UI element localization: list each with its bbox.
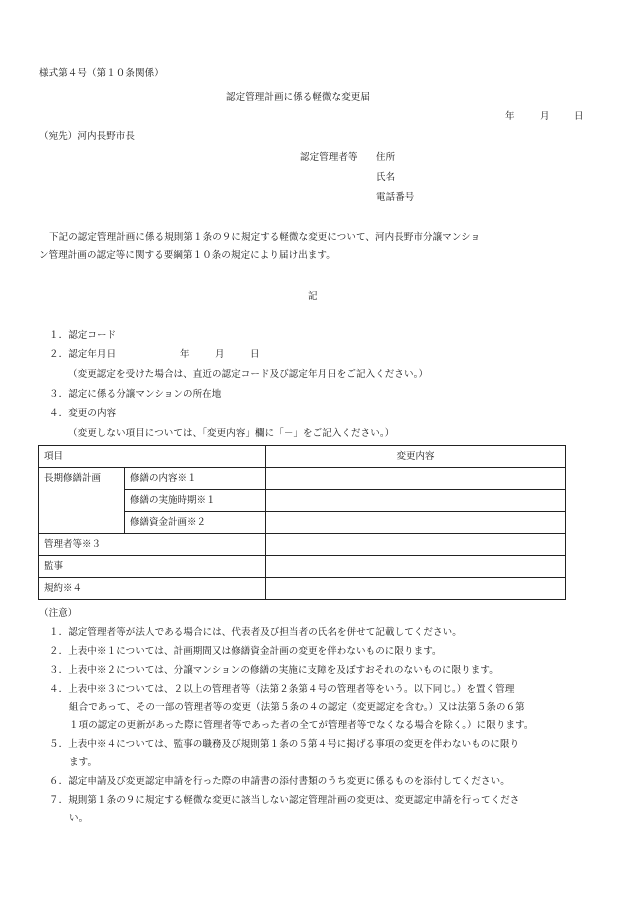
date-year: 年 xyxy=(505,111,515,122)
notes-title: （注意） xyxy=(39,608,78,619)
applicant-phone: 電話番号 xyxy=(376,192,415,203)
form-number: 様式第４号（第１０条関係） xyxy=(39,68,164,79)
ki-heading: 記 xyxy=(308,291,318,302)
item-2: ２．認定年月日 xyxy=(49,349,117,360)
addressee: （宛先）河内長野市長 xyxy=(39,131,136,142)
item-2-month: 月 xyxy=(215,349,225,360)
note-5-line-1: ５．上表中※４については、監事の職務及び規則第１条の５第４号に掲げる事項の変更を伴わないものに限り xyxy=(49,739,520,750)
note-5-line-2: ます。 xyxy=(69,757,98,768)
repair-content-cell: 修繕の内容※１ xyxy=(125,468,266,490)
note-4-line-2: 組合であって、その一部の管理者等の変更（法第５条の４の認定（変更認定を含む。）又は法第５条の６第 xyxy=(69,702,525,713)
note-2: ２．上表中※１については、計画期間又は修繕資金計画の変更を伴わないものに限ります。 xyxy=(49,646,442,657)
change-input-cell[interactable] xyxy=(266,556,566,578)
note-1: １．認定管理者等が法人である場合には、代表者及び担当者の氏名を併せて記載してください。 xyxy=(49,627,462,638)
note-4-line-1: ４．上表中※３については、２以上の管理者等（法第２条第４号の管理者等をいう。以下同じ。）を置く管理 xyxy=(49,684,515,695)
table-header-row xyxy=(39,446,566,468)
change-input-cell[interactable] xyxy=(266,512,566,534)
repair-fund-cell: 修繕資金計画※２ xyxy=(125,512,266,534)
item-3: ３．認定に係る分譲マンションの所在地 xyxy=(49,389,222,400)
item-2-year: 年 xyxy=(180,349,190,360)
item-2-day: 日 xyxy=(250,349,260,360)
document-title: 認定管理計画に係る軽微な変更届 xyxy=(226,92,371,103)
intro-line-2: ン管理計画の認定等に関する要綱第１０条の規定により届け出ます。 xyxy=(39,250,336,261)
item-1: １．認定コード xyxy=(49,330,117,341)
change-input-cell[interactable] xyxy=(266,490,566,512)
note-7-line-1: ７．規則第１条の９に規定する軽微な変更に該当しない認定管理計画の変更は、変更認定申請を行ってくださ xyxy=(49,795,520,806)
header-item: 項目 xyxy=(39,446,266,468)
manager-cell: 管理者等※３ xyxy=(39,534,266,556)
date-month: 月 xyxy=(540,111,550,122)
item-2-note: （変更認定を受けた場合は、直近の認定コード及び認定年月日をご記入ください。） xyxy=(68,369,429,380)
intro-line-1: 下記の認定管理計画に係る規則第１条の９に規定する軽微な変更について、河内長野市分譲マンショ xyxy=(49,232,481,243)
header-change: 変更内容 xyxy=(266,446,566,468)
applicant-name: 氏名 xyxy=(376,172,396,183)
applicant-address: 住所 xyxy=(376,152,396,163)
note-7-line-2: い。 xyxy=(69,813,89,824)
note-4-line-3: １項の認定の更新があった際に管理者等であった者の全てが管理者等でなくなる場合を除く。）に限ります。 xyxy=(69,720,534,731)
table-row xyxy=(39,556,566,578)
change-input-cell[interactable] xyxy=(266,534,566,556)
date-day: 日 xyxy=(574,111,584,122)
long-term-plan-cell: 長期修繕計画 xyxy=(39,468,125,534)
repair-timing-cell: 修繕の実施時期※１ xyxy=(125,490,266,512)
rules-cell: 規約※４ xyxy=(39,578,266,600)
note-6: ６．認定申請及び変更認定申請を行った際の申請書の添付書類のうち変更に係るものを添付してください。 xyxy=(49,776,510,787)
table-row xyxy=(39,468,566,490)
change-input-cell[interactable] xyxy=(266,468,566,490)
table-row xyxy=(39,578,566,600)
change-input-cell[interactable] xyxy=(266,578,566,600)
item-4: ４．変更の内容 xyxy=(49,408,117,419)
note-3: ３．上表中※２については、分譲マンションの修繕の実施に支障を及ぼすおそれのないものに限ります。 xyxy=(49,665,499,676)
auditor-cell: 監事 xyxy=(39,556,266,578)
table-row xyxy=(39,534,566,556)
change-table xyxy=(38,445,566,600)
applicant-label: 認定管理者等 xyxy=(300,152,358,163)
item-4-note: （変更しない項目については、「変更内容」欄に「－」をご記入ください。） xyxy=(68,428,395,439)
